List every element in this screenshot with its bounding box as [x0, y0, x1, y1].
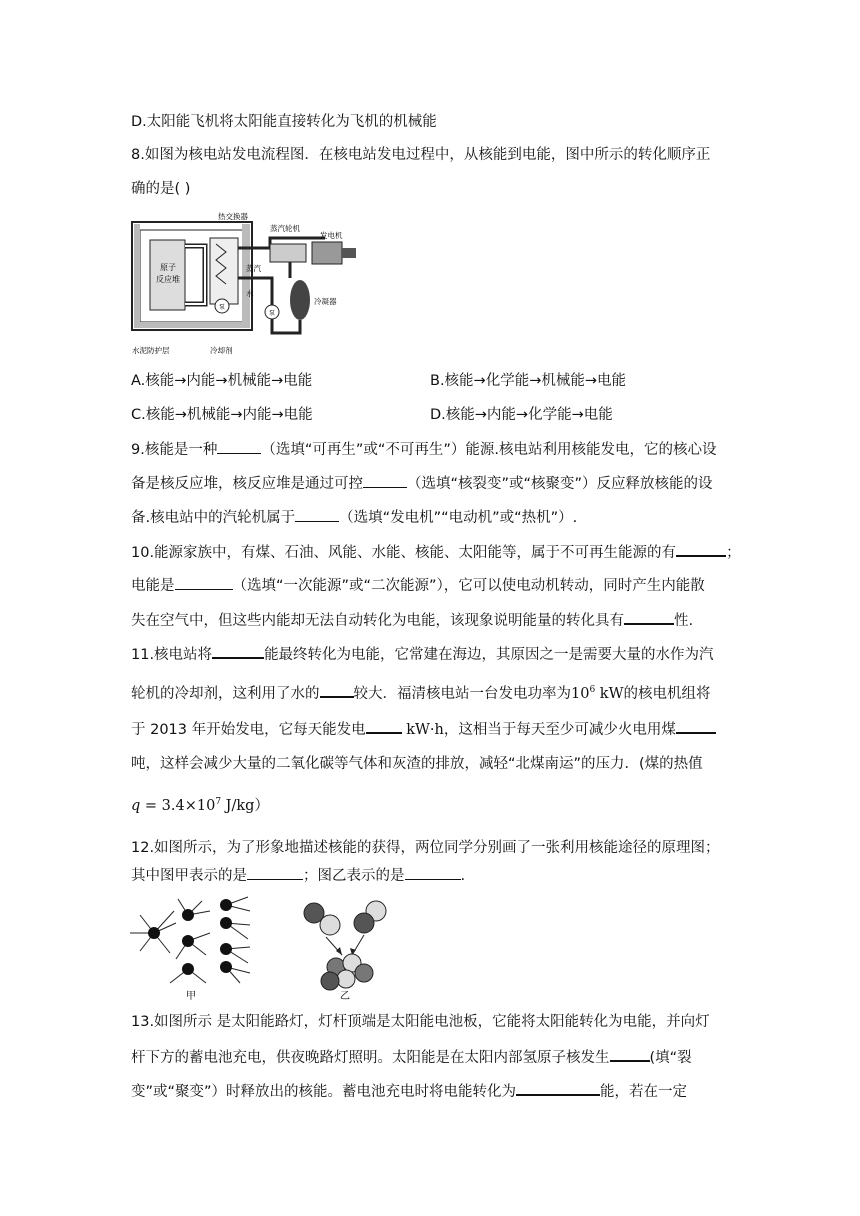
- label-shield: 水泥防护层: [132, 346, 170, 355]
- q11-blank-4[interactable]: [676, 718, 716, 734]
- q9-line1: 9.核能是一种 （选填“可再生”或“不可再生”）能源.核电站利用核能发电，它的核心设: [131, 439, 717, 460]
- q11-line4: 吨，这样会减少大量的二氧化碳等气体和灰渣的排放，减轻“北煤南运”的压力．(煤的热值: [131, 756, 703, 772]
- reactor-label-2: 反应堆: [156, 275, 180, 284]
- label-heat-exchanger: 热交换器: [218, 212, 248, 221]
- q13-blank-2[interactable]: [516, 1080, 600, 1096]
- q12-blank-2[interactable]: [405, 865, 461, 880]
- q8-option-a: A.核能→内能→机械能→电能: [131, 373, 313, 389]
- q8-option-c: C.核能→机械能→内能→电能: [131, 407, 313, 423]
- q13-line3: 变”或“聚变”）时释放出的核能。蓄电池充电时将电能转化为 能，若在一定: [131, 1080, 687, 1102]
- q11-line5: $q = 3.4\times 10^7$ J/kg）: [131, 797, 269, 814]
- q11-blank-1[interactable]: [212, 643, 264, 659]
- q11-blank-3[interactable]: [366, 718, 402, 734]
- pump-label-1: 泵: [218, 304, 226, 311]
- reactor-label-1: 原子: [160, 263, 176, 272]
- q12-blank-1[interactable]: [247, 865, 303, 880]
- fusion-diagram: [300, 893, 400, 1003]
- label-water: 水: [246, 289, 254, 298]
- q12-line2: 其中图甲表示的是 ；图乙表示的是 .: [131, 865, 465, 886]
- q9-blank-1[interactable]: [217, 439, 261, 454]
- fig-label-jia: 甲: [186, 991, 196, 1002]
- q8-stem-line1: 8.如图为核电站发电流程图．在核电站发电过程中，从核能到电能，图中所示的转化顺序正: [131, 147, 711, 163]
- q10-blank-2[interactable]: [175, 575, 233, 590]
- q10-line2: 电能是 （选填“一次能源”或“二次能源”），它可以使电动机转动，同时产生内能散: [131, 575, 705, 596]
- fig-label-yi: 乙: [340, 991, 350, 1002]
- q10-blank-3[interactable]: [624, 609, 674, 625]
- q9-line2: 备是核反应堆，核反应堆是通过可控 （选填“核裂变”或“核聚变”）反应释放核能的设: [131, 473, 713, 494]
- q13-line1: 13.如图所示 是太阳能路灯，灯杆顶端是太阳能电池板，它能将太阳能转化为电能，并向灯: [131, 1014, 710, 1030]
- option-d-prev: D.太阳能飞机将太阳能直接转化为飞机的机械能: [131, 114, 437, 130]
- q11-line2: 轮机的冷却剂，这利用了水的 较大．福清核电站一台发电功率为$10^6$ kW的核电机组将: [131, 680, 711, 704]
- label-coolant: 冷却剂: [210, 346, 233, 355]
- q10-line3: 失在空气中，但这些内能却无法自动转化为电能，该现象说明能量的转化具有 性.: [131, 609, 693, 631]
- q13-line2: 杆下方的蓄电池充电，供夜晚路灯照明。太阳能是在太阳内部氢原子核发生 (填“裂: [131, 1046, 692, 1068]
- nuclear-plant-diagram: [130, 208, 365, 360]
- q9-blank-3[interactable]: [295, 507, 339, 522]
- q11-blank-2[interactable]: [320, 682, 354, 698]
- q9-blank-2[interactable]: [363, 473, 407, 488]
- q11-line1: 11.核电站将 能最终转化为电能，它常建在海边，其原因之一是需要大量的水作为汽: [131, 643, 714, 665]
- q13-blank-1[interactable]: [610, 1046, 650, 1062]
- label-turbine: 蒸汽轮机: [270, 224, 300, 233]
- label-condenser: 冷凝器: [314, 297, 337, 306]
- q8-option-d: D.核能→内能→化学能→电能: [430, 407, 613, 423]
- q9-line3: 备.核电站中的汽轮机属于 （选填“发电机”“电动机”或“热机”）.: [131, 507, 577, 528]
- q8-stem-line2: 确的是( ): [131, 181, 191, 197]
- q8-option-b: B.核能→化学能→机械能→电能: [430, 373, 627, 389]
- label-steam: 蒸汽: [246, 264, 261, 273]
- q12-line1: 12.如图所示，为了形象地描述核能的获得，两位同学分别画了一张利用核能途径的原理图；: [131, 840, 720, 856]
- fission-diagram: [130, 893, 260, 1003]
- q11-line3: 于 2013 年开始发电，它每天能发电 kW·h，这相当于每天至少可减少火电用煤: [131, 718, 716, 740]
- pump-label-2: 泵: [268, 310, 276, 317]
- label-generator: 发电机: [320, 231, 343, 240]
- q10-line1: 10.能源家族中，有煤、石油、风能、水能、核能、太阳能等，属于不可再生能源的有 ；: [131, 541, 741, 563]
- q10-blank-1[interactable]: [676, 541, 726, 557]
